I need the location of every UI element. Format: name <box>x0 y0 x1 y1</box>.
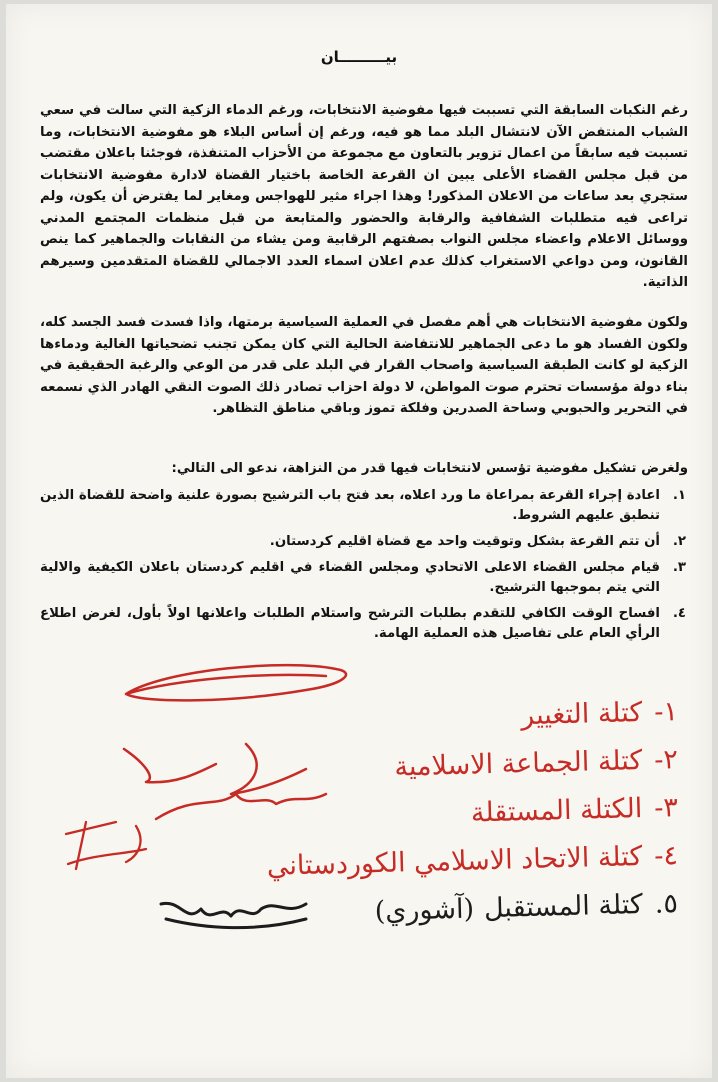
signatory-name: كتلة الاتحاد الاسلامي الكوردستاني <box>266 841 643 882</box>
paragraph-2: ولكون مفوضية الانتخابات هي أهم مفصل في العملية السياسية برمتها، واذا فسدت فسد الجسد كله، ولكون الفساد هو ما دعى الجماهير للانتفاضة الحالية التي كان يمكن تجنب تضحياتها الغالية ودماءها الزكية لو كانت الطبقة السياسية واصحاب القرار في البلد على قدر من الوعي والرغبة الحقيقية في بناء دولة مؤسسات تحترم صوت المواطن، لا دولة احزاب تصادر ذلك الصوت النقي الهادر الذي نسمعه في التحرير والحبوبي وساحة الصدرين وفلكة تموز وباقي مناطق التظاهر. <box>40 315 688 416</box>
demand-number: ٣. <box>672 560 686 575</box>
demands-list <box>40 486 690 650</box>
demands-intro: ولغرض تشكيل مفوضية تؤسس لانتخابات فيها قدر من النزاهة، ندعو الى التالي: <box>171 461 688 476</box>
signatory-name: الكتلة المستقلة <box>470 793 643 829</box>
document-page <box>6 4 712 1078</box>
demand-item <box>40 558 690 598</box>
signatory-name: كتلة الجماعة الاسلامية <box>394 745 643 783</box>
signatory-name: كتلة التغيير <box>520 697 643 732</box>
demand-number: ٤. <box>672 606 686 621</box>
paragraph-1: رغم النكبات السابقة التي تسببت فيها مفوضية الانتخابات، ورغم الدماء الزكية التي سالت في سعي الشباب المنتفض الآن لانتشال البلد مما هو فيه، ورغم إن أساس البلاء هو مفوضية الانتخابات، وما تسببت فيه سابقاً من اعمال تزوير بالتعاون مع مجموعة من الأحزاب المتنفذة، فوجئنا باعلان مقتضب من قبل مجلس القضاء الأعلى يبين ان القرعة الخاصة باختيار القضاة لادارة مفوضية الانتخابات ستجري بعد ساعات من الاعلان المذكور! وهذا اجراء مثير للهواجس ومغاير لما يفترض أن يكون، ولم تراعى فيه متطلبات الشفافية والرقابة والحضور والمتابعة من قبل منظمات المجتمع المدني ووسائل الاعلام واعضاء مجلس النواب بصفتهم الرقابية ومن يشاء من النقابات والجماهير كما ينص القانون، ومن دواعي الاستغراب كذلك عدم اعلان اسماء العدد الاجمالي للقضاة المتقدمين وسيرهم الذاتية. <box>40 103 688 290</box>
signatory-number: ٢- <box>653 744 679 776</box>
demand-number: ١. <box>672 488 686 503</box>
signatory-number: ١- <box>653 696 679 728</box>
signatories-list <box>78 696 678 936</box>
document-title: بيـــــــــان <box>320 48 398 66</box>
demand-text: اعادة إجراء القرعة بمراعاة ما ورد اعلاه، بعد فتح باب الترشيح بصورة علنية واضحة للقضاة الذين تنطبق عليهم الشروط. <box>40 488 660 523</box>
signatory-name: كتلة المستقبل <box>483 889 644 925</box>
demand-text: افساح الوقت الكافي للتقدم بطلبات الترشح واستلام الطلبات واعلانها اولاً بأول، لغرض اطلاع الرأي العام على تفاصيل هذه العملية الهامة. <box>40 606 660 641</box>
demand-text: أن تتم القرعة بشكل وتوقيت واحد مع قضاة اقليم كردستان. <box>269 534 660 549</box>
demand-item <box>40 532 690 552</box>
signatory-number: ٥. <box>654 888 679 920</box>
signatory-number: ٣- <box>653 792 679 824</box>
demand-text: قيام مجلس القضاء الاعلى الاتحادي ومجلس القضاء في اقليم كردستان باعلان الكيفية والالية التي يتم بموجبها الترشيح. <box>40 560 660 595</box>
demand-number: ٢. <box>672 534 686 549</box>
demand-item <box>40 604 690 644</box>
signatory-number: ٤- <box>653 840 679 872</box>
demand-item <box>40 486 690 526</box>
signatory-note: (آشوري) <box>374 893 475 928</box>
